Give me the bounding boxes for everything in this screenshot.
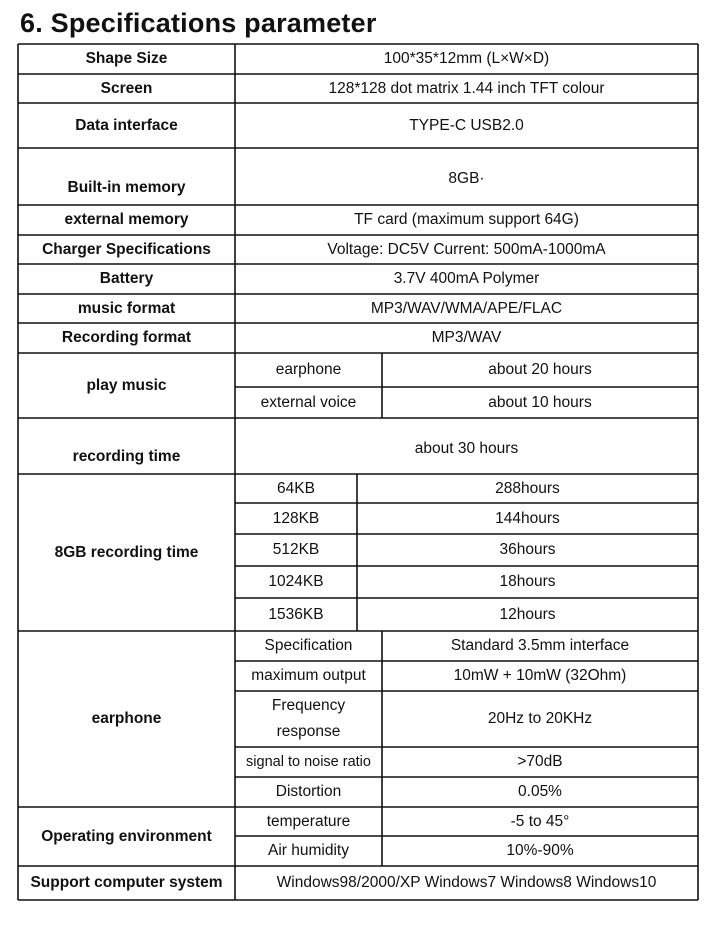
earphone-sub-maximum-output: maximum output [251, 667, 366, 684]
row-label-recording-format: Recording format [61, 329, 192, 346]
row-label-play-music: play music [86, 376, 167, 394]
env-sub-temperature: temperature [266, 812, 351, 830]
play-music-sub-earphone: earphone [275, 361, 342, 378]
play-music-value-earphone: about 20 hours [488, 361, 592, 378]
row-label-builtin-memory: Built-in memory [67, 179, 186, 196]
hours-512kb: 36hours [499, 541, 556, 558]
row-label-external-memory: external memory [64, 211, 189, 228]
row-value-external-memory: TF card (maximum support 64G) [354, 211, 579, 228]
play-music-value-external-voice: about 10 hours [488, 393, 592, 411]
row-label-operating-environment: Operating environment [41, 827, 212, 845]
row-label-shape-size: Shape Size [85, 50, 168, 67]
env-value-air-humidity: 10%-90% [506, 842, 574, 859]
bitrate-1024kb: 1024KB [268, 573, 324, 590]
row-label-8gb-recording-time: 8GB recording time [54, 543, 199, 561]
earphone-sub-signal-to-noise: signal to noise ratio [246, 754, 371, 770]
row-label-music-format: music format [77, 299, 176, 317]
earphone-sub-specification: Specification [264, 637, 353, 654]
hours-1536kb: 12hours [499, 605, 556, 623]
row-value-battery: 3.7V 400mA Polymer [393, 270, 540, 287]
hours-128kb: 144hours [495, 509, 560, 527]
row-label-support-os: Support computer system [30, 874, 223, 891]
env-sub-air-humidity: Air humidity [268, 842, 349, 859]
row-label-battery: Battery [99, 270, 154, 287]
row-label-earphone: earphone [91, 710, 162, 727]
row-value-charger: Voltage: DC5V Current: 500mA-1000mA [327, 240, 606, 258]
page-title: 6. Specifications parameter [20, 8, 377, 38]
earphone-sub-frequency-response: Frequency response [271, 697, 346, 740]
row-label-data-interface: Data interface [75, 116, 178, 134]
row-value-music-format: MP3/WAV/WMA/APE/FLAC [370, 299, 563, 317]
row-value-support-os: Windows98/2000/XP Windows7 Windows8 Windows10 [276, 874, 657, 891]
bitrate-1536kb: 1536KB [268, 605, 324, 623]
earphone-value-frequency-response: 20Hz to 20KHz [487, 710, 593, 727]
row-value-screen: 128*128 dot matrix 1.44 inch TFT colour [328, 79, 605, 97]
row-value-builtin-memory: 8GB· [448, 170, 485, 187]
row-label-charger: Charger Specifications [42, 240, 211, 258]
hours-1024kb: 18hours [499, 573, 556, 590]
bitrate-64kb: 64KB [277, 479, 315, 497]
env-value-temperature: -5 to 45° [510, 812, 570, 830]
play-music-sub-external-voice: external voice [260, 393, 357, 411]
earphone-value-specification: Standard 3.5mm interface [450, 637, 630, 654]
row-value-recording-time: about 30 hours [414, 440, 519, 457]
hours-64kb: 288hours [495, 479, 560, 497]
row-label-screen: Screen [100, 79, 153, 97]
earphone-value-maximum-output: 10mW + 10mW (32Ohm) [453, 667, 627, 684]
bitrate-128kb: 128KB [272, 509, 320, 527]
row-value-shape-size: 100*35*12mm (L×W×D) [383, 50, 550, 67]
earphone-sub-distortion: Distortion [275, 783, 342, 800]
bitrate-512kb: 512KB [272, 541, 320, 558]
row-value-data-interface: TYPE-C USB2.0 [409, 116, 524, 134]
earphone-value-signal-to-noise: >70dB [517, 753, 563, 770]
row-value-recording-format: MP3/WAV [431, 329, 502, 346]
row-label-recording-time: recording time [72, 448, 181, 465]
earphone-value-distortion: 0.05% [518, 783, 562, 800]
